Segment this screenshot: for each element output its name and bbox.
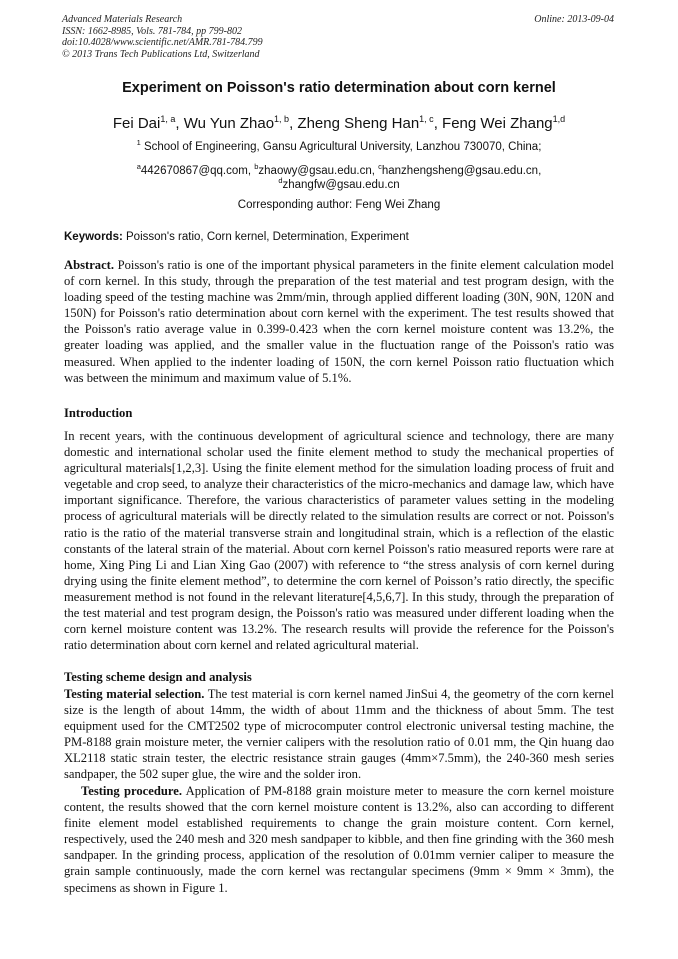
author-sup: 1, b — [274, 114, 290, 124]
testing-heading: Testing scheme design and analysis — [64, 670, 252, 684]
affiliation-text: School of Engineering, Gansu Agricultural University, Lanzhou 730070, China; — [143, 140, 542, 153]
email-sup: c — [378, 162, 382, 171]
doi-line: doi:10.4028/www.scientific.net/AMR.781-784.799 — [62, 37, 263, 48]
journal-header — [62, 14, 263, 60]
abstract — [64, 257, 614, 386]
email-line-2 — [0, 176, 678, 191]
author-name: Zheng Sheng Han — [297, 115, 420, 132]
email: hanzhengsheng@gsau.edu.cn — [381, 164, 539, 177]
email: 442670867@qq.com — [140, 164, 248, 177]
corresponding-author: Corresponding author: Feng Wei Zhang — [237, 199, 441, 211]
introduction-text: In recent years, with the continuous development of agricultural science and technology, there are many domestic and international scholar used the finite element method to study the mechanical properties of agricultural materials[1,2,3]. Using the finite element method for the simulation loading process of fruit and vegetable and crop seed, to analyze their characteristics of the micro-mechanics and damage law, which have important significance. Therefore, the various characteristics of parameter values setting in the modeling process of agricultural materials will be directly related to the simulation results are correct or not. Poisson's ratio is the ratio of the material transverse strain and longitudinal strain, which is a reflection of the elastic constants of the lateral strain of the material. About corn kernel Poisson's ratio measured reports were rare at home, Xing Ping Li and Lian Xing Gao (2007) with reference to “the stress analysis of corn kernel during drying using the finite element method”, to determine the corn kernel of Poisson’s ratio directly, the specific measurement method is not found in the relevant literature[4,5,6,7]. In this study, through the preparation of the test material and test program design, the Poisson's ratio was measured under different loading when the corn kernel moisture content was 13.2%. The research results will provide the reference for the Poisson's ratio determination about corn kernel and related agricultural material. — [64, 429, 614, 653]
keywords — [64, 229, 614, 245]
email-line-1: $^a$442670867@qq.com, $^b$zhaowy@gsau.edu.cn, $^c$hanzhengsheng@gsau.edu.cn, — [136, 162, 542, 177]
abstract-label: Abstract. — [64, 258, 115, 272]
author-sup: 1, c — [419, 114, 434, 124]
introduction-heading: Introduction — [64, 406, 133, 420]
author-name: Fei Dai — [112, 115, 161, 132]
author-list: Fei Dai$^{1, a}$, Wu Yun Zhao$^{1, b}$, Zheng Sheng Han$^{1, c}$, Feng Wei Zhang$^{1,d}$ — [112, 114, 566, 132]
testing-procedure-label: Testing procedure. — [81, 784, 182, 798]
keywords-label: Keywords: — [64, 231, 123, 243]
testing-material-label: Testing material selection. — [64, 687, 205, 701]
author-sup: 1,d — [552, 114, 566, 124]
email: zhangfw@gsau.edu.cn — [282, 178, 400, 191]
email: zhaowy@gsau.edu.cn — [258, 164, 372, 177]
testing-procedure-paragraph — [64, 783, 614, 896]
affiliation — [0, 138, 678, 153]
copyright-line: © 2013 Trans Tech Publications Ltd, Switzerland — [62, 48, 260, 60]
keywords-text: Poisson's ratio, Corn kernel, Determination, Experiment — [126, 231, 409, 243]
email-sup: d — [278, 176, 283, 185]
testing-material-text: The test material is corn kernel named JinSui 4, the geometry of the corn kernel size is the length of about 14mm, the width of about 11mm and the thickness of about 5mm. The test equipment used for the CMT2502 type of microcomputer control electronic universal testing machine, the PM-8188 grain moisture meter, the vernier calipers with the resolution ratio of 0.01 mm, the Qin huang dao XL2118 static strain tester, the electric resistance strain gauges (4mm×7.5mm), the 240-360 mesh series sandpaper, the 502 super glue, the wire and the solder iron. — [64, 687, 614, 782]
abstract-text: Poisson's ratio is one of the important physical parameters in the finite element calculation model of corn kernel. In this study, through the preparation of the test material and test program design, with the loading speed of the testing machine was 2mm/min, through applied different loading (30N, 90N, 120N and 150N) for Poisson's ratio determination about corn kernel with the experiment. The test results showed that the Poisson's ratio average value in 0.399-0.423 when the corn kernel moisture content was 13.2%, the greater loading was applied, and the smaller value in the fluctuation range of the Poisson's ratio was measured. When applied to the indenter loading of 150N, the corn kernel Poisson ratio fluctuation which was between the minimum and maximum value of 5.1%. — [64, 258, 614, 385]
testing-procedure-text: Application of PM-8188 grain moisture meter to measure the corn kernel moisture content, the results showed that the corn kernel moisture content is 13.2%, also can according to different finite element model established requirements to change the grain moisture content. Corn kernel, respectively, used the 240 mesh and 320 mesh sandpaper to kibble, and then fine grinding with the 360 mesh sandpaper. In the grinding process, application of the resolution of 0.01mm vernier caliper to measure the grain sample continuously, made the corn kernel was rectangular specimens (9mm × 9mm × 3mm), the specimens as shown in Figure 1. — [64, 784, 615, 895]
issn-line: ISSN: 1662-8985, Vols. 781-784, pp 799-802 — [62, 25, 242, 37]
testing-material-paragraph — [64, 686, 614, 783]
author-name: Feng Wei Zhang — [442, 115, 553, 132]
affiliation-sup: 1 — [136, 138, 141, 147]
online-date: Online: 2013-09-04 — [534, 14, 614, 25]
author-sup: 1, a — [160, 114, 176, 124]
author-name: Wu Yun Zhao — [183, 115, 275, 132]
journal-name: Advanced Materials Research — [62, 14, 183, 25]
email-sup: b — [254, 162, 259, 171]
paper-title: Experiment on Poisson's ratio determination about corn kernel — [122, 80, 556, 96]
email-sup: a — [136, 162, 141, 171]
